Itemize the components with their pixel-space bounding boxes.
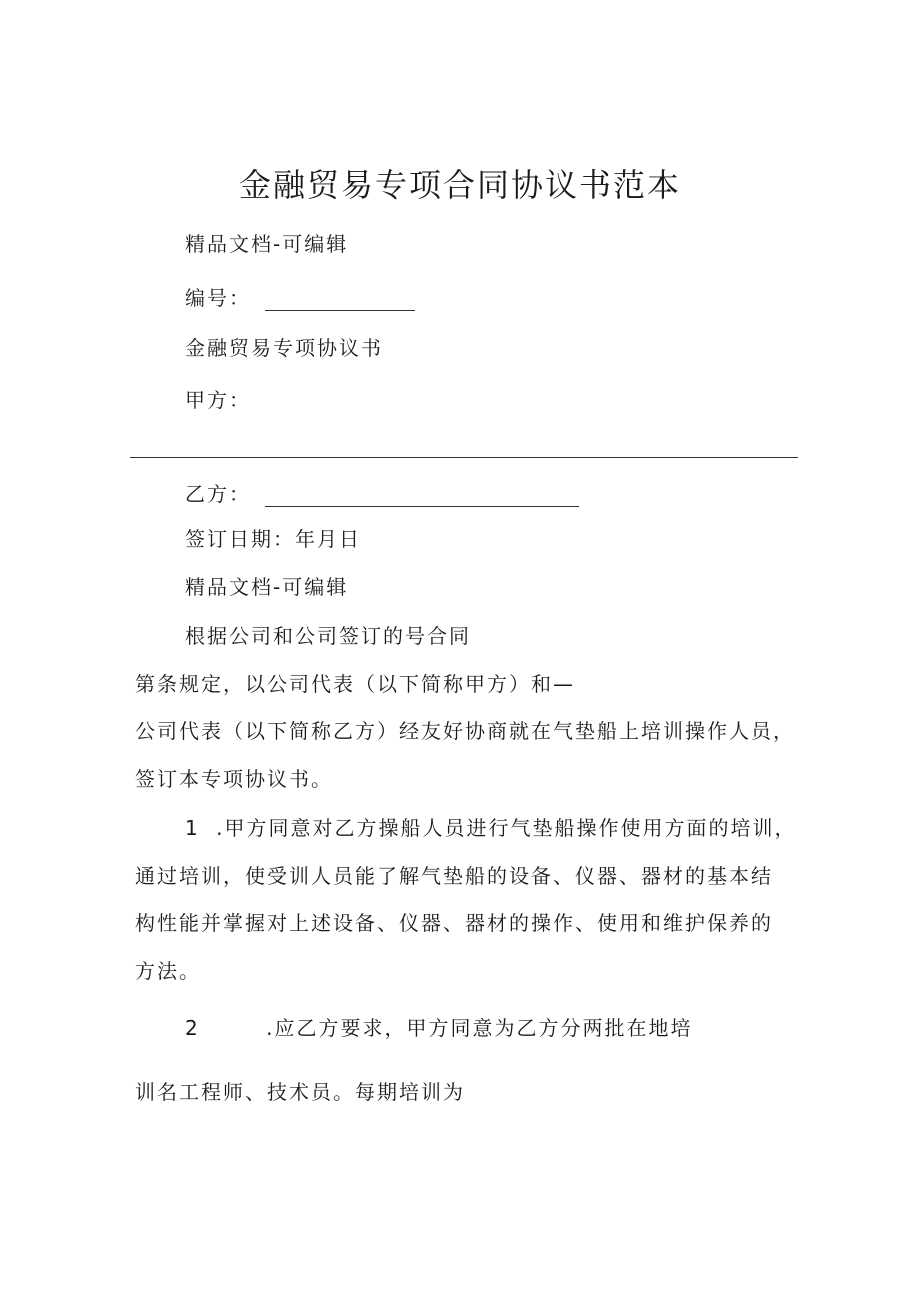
clause-1-line-1 <box>185 812 796 841</box>
clause-1-line-3: 构性能并掌握对上述设备、仪器、器材的操作、使用和维护保养的 <box>135 911 773 935</box>
sign-date: 签订日期：年月日 <box>185 527 361 551</box>
clause-1-line-4: 方法。 <box>135 959 201 983</box>
intro-line-2: 第条规定，以公司代表（以下简称甲方）和— <box>135 672 575 696</box>
clause-1-line-2: 通过培训，使受训人员能了解气垫船的设备、仪器、器材的基本结 <box>135 864 773 888</box>
number-field <box>185 282 415 311</box>
party-b-blank <box>265 486 579 507</box>
clause-1-text-1: .甲方同意对乙方操船人员进行气垫船操作使用方面的培训， <box>216 816 797 840</box>
intro-line-4: 签订本专项协议书。 <box>135 767 333 791</box>
intro-line-3: 公司代表（以下简称乙方）经友好协商就在气垫船上培训操作人员， <box>135 719 795 743</box>
number-blank <box>265 290 415 311</box>
document-subtitle: 金融贸易专项协议书 <box>185 336 383 360</box>
watermark-text: 精品文档-可编辑 <box>185 232 349 256</box>
clause-2-line-1 <box>185 1012 692 1041</box>
party-b-field <box>185 478 579 507</box>
party-b-label: 乙方： <box>185 482 251 506</box>
watermark-text-2: 精品文档-可编辑 <box>185 575 349 599</box>
party-a-blank-line <box>130 457 798 458</box>
clause-2-line-2: 训名工程师、技术员。每期培训为 <box>135 1080 465 1104</box>
clause-2-text-1: .应乙方要求，甲方同意为乙方分两批在地培 <box>266 1016 693 1040</box>
clause-2-number: 2 <box>185 1016 200 1040</box>
party-a-label: 甲方： <box>185 388 251 412</box>
number-label: 编号： <box>185 286 251 310</box>
clause-1-number: 1 <box>185 816 200 840</box>
intro-line-1: 根据公司和公司签订的号合同 <box>185 624 471 648</box>
document-title: 金融贸易专项合同协议书范本 <box>238 166 681 204</box>
